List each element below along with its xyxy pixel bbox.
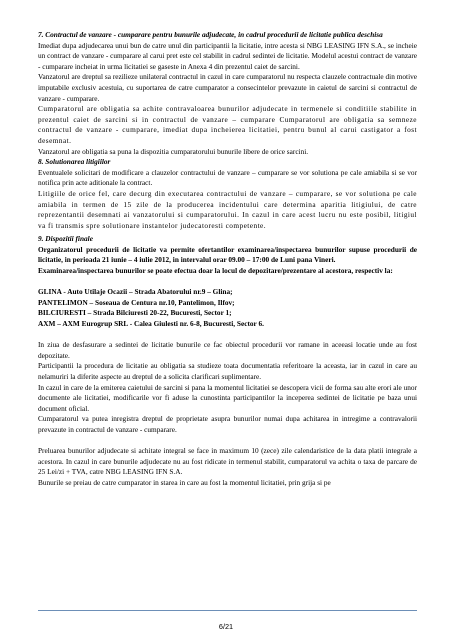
section-9-heading: 9. Dispozitii finale <box>38 234 93 244</box>
location-item: BILCIURESTI – Strada Bilciuresti 20-22, Bucuresti, Sector 1; <box>38 308 232 318</box>
section-9-paragraph: In cazul in care de la emiterea caietului de sarcini si pana la momentul licitatiei se descopera vicii de forma sau alte erori ale unor documente ale licitatiei, modificarile vor fi aduse la cunostinta participantilor la inceperea sedintei de licitatie pe baza unui document oficial. <box>38 382 417 413</box>
section-9-paragraph: Preluarea bunurilor adjudecate si achitate integral se face in maximum 10 (zece) zile calendaristice de la data platii integrale a acestora. In cazul in care bunurile adjudecate nu au fost ridicate in termenul stabilit, cumparatorul va achita o taxa de parcare de 25 Lei/zi + TVA, catre NBG LEASING IFN S.A. <box>38 446 417 477</box>
page-number: 6/21 <box>218 622 234 631</box>
footer-rule <box>38 610 417 611</box>
section-9-paragraph: Participantii la procedura de licitatie au obligatia sa studieze toata documentatia referitoare la aceasta, iar in cazul in care au nelamuriri la diferite aspecte au dreptul de a solicita clarificari suplimentare. <box>38 361 417 381</box>
location-item: GLINA - Auto Utilaje Ocazii – Strada Abatorului nr.9 – Glina; <box>38 287 233 297</box>
inspection-period-text: Organizatorul procedurii de licitatie va permite ofertantilor examinarea/inspectarea bunurilor supuse procedurii de licitatie, in perioada 21 iunie – 4 iulie 2012, in intervalul orar 09.00 – 17:00 de Luni pana Vineri. <box>38 244 417 265</box>
section-7-paragraph: Imediat dupa adjudecarea unui bun de catre unul din participantii la licitatie, intre acesta si NBG LEASING IFN S.A., se incheie un contract de vanzare - cumparare al carui pret este cel stabilit in cadrul sedintei de licitatie. Modelul acestui contract de vanzare - cumparare incheiat in urma licitatiei se gaseste in Anexa 4 din prezentul caiet de sarcini. <box>38 40 417 71</box>
section-7-paragraph: Cumparatorul are obligatia sa achite contravaloarea bunurilor adjudecate in termenele si conditiile stabilite in prezentul caiet de sarcini si in contractul de vanzare – cumparare Cumparatorul are obligatia sa semneze contractul de vanzare - cumparare, imediat dupa incheierea licitatiei, pentru bunul al carui castigator a fost desemnat. <box>38 104 417 145</box>
section-7-paragraph: Vanzatorul are dreptul sa rezilieze unilateral contractul in cazul in care cumparatorul nu respecta clauzele contractuale din motive imputabile exclusiv acestuia, cu suportarea de catre cumparator a consecintelor prevazute in caietul de sarcini si contractul de vanzare - cumparare. <box>38 72 417 103</box>
location-item: PANTELIMON – Soseaua de Centura nr.10, Pantelimon, Ilfov; <box>38 297 235 307</box>
section-9-paragraph: Cumparatorul va putea inregistra dreptul de proprietate asupra bunurilor numai dupa achitarea in intregime a contravalorii prevazute in contractul de vanzare - cumparare. <box>38 414 417 434</box>
section-9-paragraph: In ziua de desfasurare a sedintei de licitatie bunurile ce fac obiectul procedurii vor ramane in aceeasi locatie unde au fost depozitate. <box>38 340 417 360</box>
section-7-paragraph: Vanzatorul are obligatia sa puna la dispozitia cumparatorului bunurile libere de orice sarcini. <box>38 146 309 156</box>
section-8-paragraph: Litigiile de orice fel, care decurg din executarea contractului de vanzare – cumparare, se vor solutiona pe cale amiabila in termen de 15 zile de la producerea incidentului care determina aparitia litigiului, de catre reprezentantii desemnati ai vanzatorului si cumparatorului. In cazul in care acest lucru nu este posibil, litigiul va fi transmis spre solutionare instantelor judecatoresti competente. <box>38 188 417 230</box>
section-8-paragraph: Eventualele solicitari de modificare a clauzelor contractului de vanzare – cumparare se vor solutiona pe cale amiabila si se vor notifica prin acte aditionale la contract. <box>38 167 417 188</box>
location-item: AXM – AXM Eurogrup SRL - Calea Giulesti nr. 6-8, Bucuresti, Sector 6. <box>38 319 264 329</box>
section-7-heading: 7. Contractul de vanzare - cumparare pentru bunurile adjudecate, in cadrul procedurii de licitatie publica deschisa <box>38 30 383 39</box>
section-9-paragraph: Bunurile se preiau de catre cumparator in starea in care au fost la momentul licitatiei, prin grija si pe <box>38 477 331 487</box>
section-8-heading: 8. Solutionarea litigiilor <box>38 157 111 167</box>
inspection-location-intro: Examinarea/inspectarea bunurilor se poate efectua doar la locul de depozitare/prezentare al acestora, respectiv la: <box>38 266 393 276</box>
document-page <box>38 30 417 489</box>
